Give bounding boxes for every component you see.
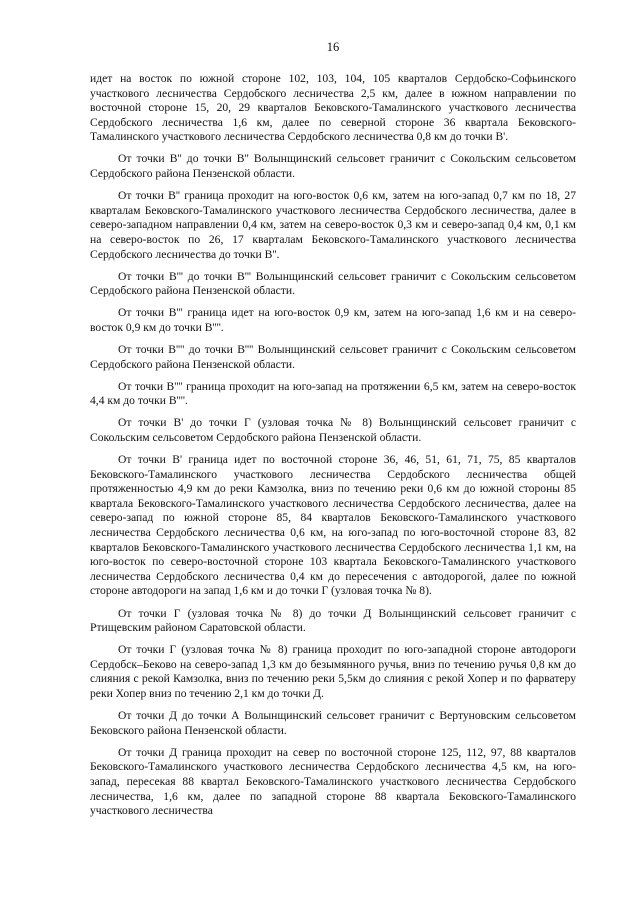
paragraph: От точки Д граница проходит на север по восточной стороне 125, 112, 97, 88 кварталов Бековского-Тамалинского участкового лесничества Сердобского лесничества 4,5 км, на юго-запад, пересекая 88 квартал Бековского-Тамалинского участкового лесничества Сердобского лесничества, 1,6 км, далее по западной стороне 88 квартала Бековского-Тамалинского участкового лесничества xyxy=(90,745,576,818)
page-number: 16 xyxy=(326,40,340,54)
paragraph: идет на восток по южной стороне 102, 103, 104, 105 кварталов Сердобско-Софьинского участкового лесничества Сердобского лесничества 2,5 км, далее в южном направлении по восточной стороне 15, 20, 29 кварталов Бековского-Тамалинского участкового лесничества Сердобского лесничества 1,6 км, далее по северной стороне 36 квартала Бековского-Тамалинского участкового лесничества Сердобского лесничества 0,8 км до точки В'. xyxy=(90,72,576,144)
paragraph: От точки В'' до точки В'' Волынщинский сельсовет граничит с Сокольским сельсоветом Сердобского района Пензенской области. xyxy=(90,152,576,181)
paragraph: От точки Д до точки А Волынщинский сельсовет граничит с Вертуновским сельсоветом Бековского района Пензенской области. xyxy=(90,709,576,737)
paragraph: От точки В''' граница идет на юго-восток 0,9 км, затем на юго-запад 1,6 км и на северо-восток 0,9 км до точки В''''. xyxy=(90,306,576,334)
paragraph: От точки В'''' граница проходит на юго-запад на протяжении 6,5 км, затем на северо-восток 4,4 км до точки В''''. xyxy=(90,379,576,408)
paragraph: От точки В'''' до точки В'''' Волынщинский сельсовет граничит с Сокольским сельсоветом Сердобского района Пензенской области. xyxy=(90,343,576,371)
paragraph: От точки В' до точки Г (узловая точка № 8) Волынщинский сельсовет граничит с Сокольским сельсоветом Сердобского района Пензенской области. xyxy=(90,416,576,444)
paragraph: От точки В'' граница проходит на юго-восток 0,6 км, затем на юго-запад 0,7 км по 18, 27 кварталам Бековского-Тамалинского участкового лесничества Сердобского лесничества, далее в северо-западном направлении 0,4 км, затем на северо-восток 0,3 км и северо-запад 0,4 км, 0,1 км на северо-восток по 26, 17 кварталам Бековского-Тамалинского участкового лесничества Сердобского лесничества до точки В''. xyxy=(90,189,576,261)
paragraph: От точки В''' до точки В''' Волынщинский сельсовет граничит с Сокольским сельсоветом Сердобского района Пензенской области. xyxy=(90,269,576,298)
paragraph: От точки Г (узловая точка № 8) граница проходит по юго-западной стороне автодороги Сердобск–Беково на северо-запад 1,3 км до безымянного ручья, вниз по течению ручья 0,8 км до слияния с рекой Камзолка, вниз по течению реки 5,5км до слияния с рекой Хопер и по фарватеру реки Хопер вниз по течению 2,1 км до точки Д. xyxy=(90,643,576,700)
paragraph: От точки Г (узловая точка № 8) до точки Д Волынщинский сельсовет граничит с Ртищевским районом Саратовской области. xyxy=(90,606,576,635)
paragraph: От точки В' граница идет по восточной стороне 36, 46, 51, 61, 71, 75, 85 кварталов Бековского-Тамалинского участкового лесничества Сердобского лесничества общей протяженностью 4,9 км до реки Камзолка, вниз по течению реки 0,6 км до южной стороны 85 квартала Бековского-Тамалинского участкового лесничества Сердобского лесничества, далее на северо-запад по южной стороне 85, 84 кварталов Бековского-Тамалинского участкового лесничества Сердобского лесничества 0,6 км, на юго-запад по юго-восточной стороне 83, 82 кварталов Бековского-Тамалинского участкового лесничества Сердобского лесничества 1,1 км, на юго-восток по северо-восточной стороне 103 квартала Бековского-Тамалинского участкового лесничества Сердобского лесничества 0,4 км до пересечения с автодорогой, далее по южной стороне автодороги на запад 1,6 км и до точки Г (узловая точка № 8). xyxy=(90,453,576,598)
